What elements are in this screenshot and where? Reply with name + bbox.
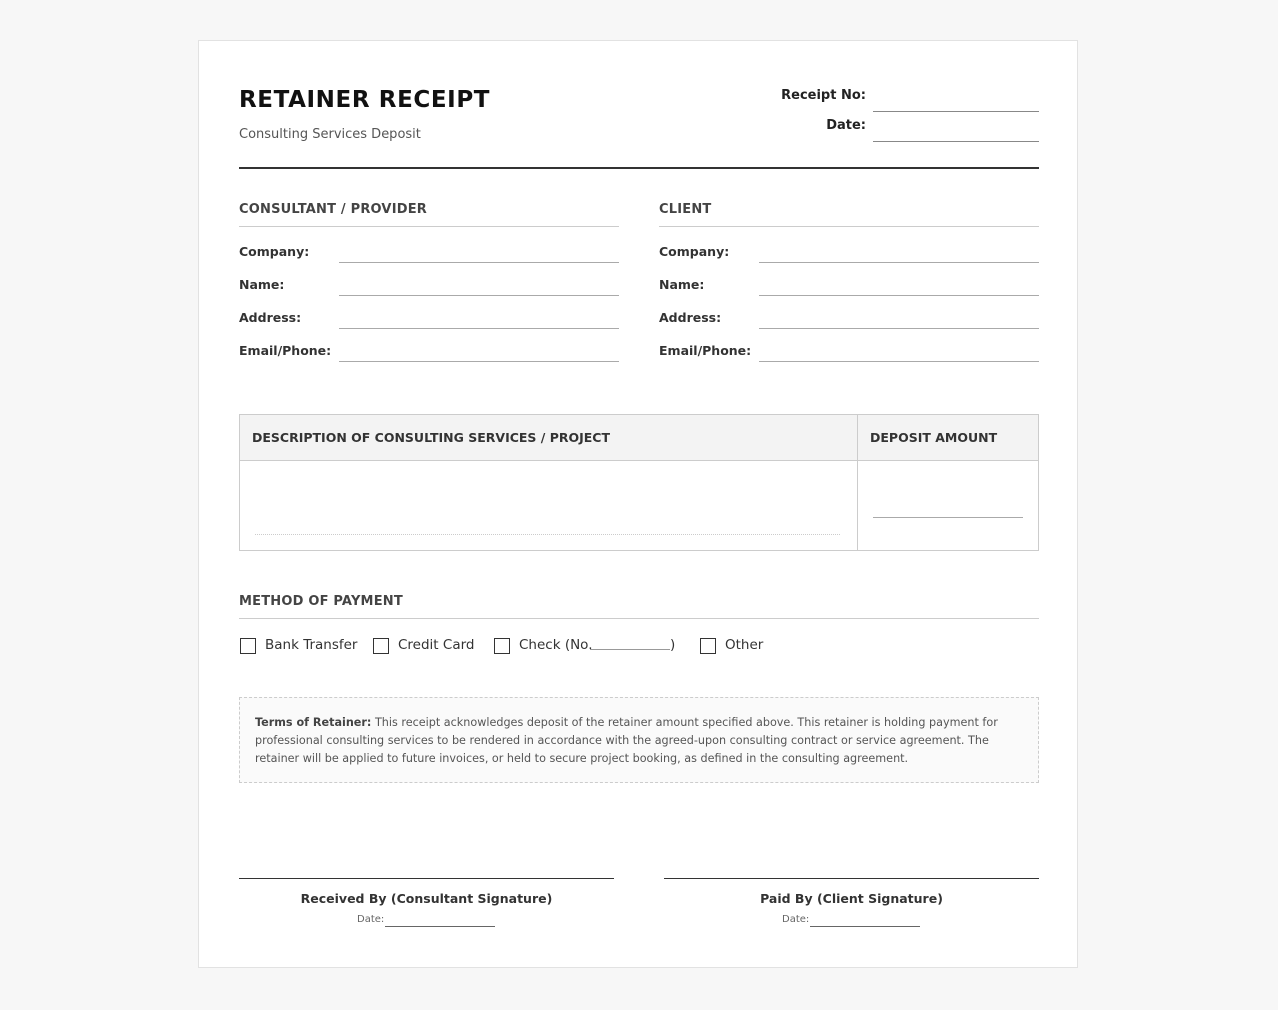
check-label: Check (No. (519, 637, 593, 653)
table-column-divider (857, 415, 858, 550)
date-field[interactable] (873, 141, 1039, 142)
payment-heading: METHOD OF PAYMENT (239, 594, 403, 609)
other-label: Other (725, 637, 764, 653)
consultant-signature-date-label: Date: (357, 914, 385, 925)
client-email-field[interactable] (759, 361, 1039, 362)
client-signature-date-field[interactable] (810, 926, 920, 927)
consultant-signature-line[interactable] (239, 878, 614, 879)
credit-card-label: Credit Card (398, 637, 475, 653)
consultant-address-field[interactable] (339, 328, 619, 329)
description-column-header: DESCRIPTION OF CONSULTING SERVICES / PROJECT (252, 430, 611, 445)
bank-transfer-checkbox[interactable] (240, 638, 256, 654)
receipt-no-field[interactable] (873, 111, 1039, 112)
client-heading: CLIENT (659, 202, 712, 217)
receipt-sheet (198, 40, 1078, 968)
deposit-amount-column-header: DEPOSIT AMOUNT (870, 430, 998, 445)
consultant-heading-rule (239, 226, 619, 227)
consultant-company-field[interactable] (339, 262, 619, 263)
header-divider (239, 167, 1039, 169)
consultant-name-label: Name: (239, 277, 285, 292)
client-signature-label: Paid By (Client Signature) (760, 891, 943, 906)
deposit-amount-field[interactable] (873, 517, 1023, 518)
client-address-label: Address: (659, 310, 722, 325)
receipt-subtitle: Consulting Services Deposit (239, 127, 421, 142)
receipt-title: RETAINER RECEIPT (239, 87, 491, 113)
consultant-signature-date-field[interactable] (385, 926, 495, 927)
description-field[interactable] (255, 534, 840, 535)
other-checkbox[interactable] (700, 638, 716, 654)
client-company-field[interactable] (759, 262, 1039, 263)
consultant-email-label: Email/Phone: (239, 343, 332, 358)
credit-card-checkbox[interactable] (373, 638, 389, 654)
consultant-email-field[interactable] (339, 361, 619, 362)
client-heading-rule (659, 226, 1039, 227)
consultant-company-label: Company: (239, 244, 310, 259)
terms-label: Terms of Retainer: (255, 716, 372, 729)
check-close-paren: ) (670, 637, 676, 653)
bank-transfer-label: Bank Transfer (265, 637, 358, 653)
client-signature-line[interactable] (664, 878, 1039, 879)
client-signature-date-label: Date: (782, 914, 810, 925)
client-name-label: Name: (659, 277, 705, 292)
consultant-name-field[interactable] (339, 295, 619, 296)
terms-text: This receipt acknowledges deposit of the retainer amount specified above. This retainer is holding payment for professional consulting services to be rendered in accordance with the agreed-upon consulting contract or service agreement. The retainer will be applied to future invoices, or held to secure project booking, as defined in the consulting agreement. (255, 716, 998, 765)
client-company-label: Company: (659, 244, 730, 259)
terms-of-retainer (239, 697, 1039, 783)
client-email-label: Email/Phone: (659, 343, 752, 358)
consultant-address-label: Address: (239, 310, 302, 325)
date-label: Date: (826, 118, 866, 133)
client-address-field[interactable] (759, 328, 1039, 329)
client-name-field[interactable] (759, 295, 1039, 296)
consultant-signature-label: Received By (Consultant Signature) (300, 891, 553, 906)
check-number-field[interactable] (590, 649, 670, 650)
consultant-heading: CONSULTANT / PROVIDER (239, 202, 428, 217)
receipt-no-label: Receipt No: (781, 88, 866, 103)
check-checkbox[interactable] (494, 638, 510, 654)
payment-heading-rule (239, 618, 1039, 619)
services-table (239, 414, 1039, 551)
